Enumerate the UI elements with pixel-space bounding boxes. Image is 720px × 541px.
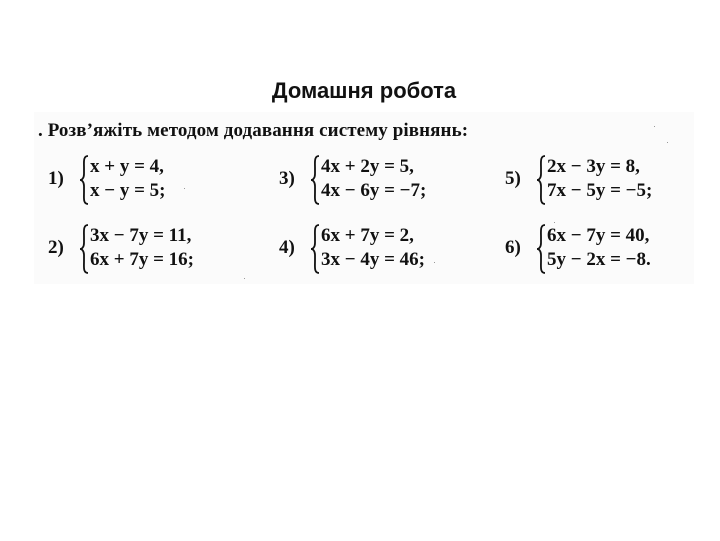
system-number: 1): [48, 168, 64, 189]
equation-system-6: [505, 223, 690, 279]
scan-speck: [667, 142, 668, 143]
scan-speck: [654, 126, 655, 127]
equation-line: 6x + 7y = 16;: [90, 249, 194, 270]
equation-system-1: [48, 154, 248, 210]
equation-system-5: [505, 154, 690, 210]
equation-line: 6x + 7y = 2,: [321, 225, 414, 246]
equation-system-3: [279, 154, 489, 210]
equation-line: 4x − 6y = −7;: [321, 180, 427, 201]
task-instruction: . Розв’яжіть методом додавання систему рівнянь:: [38, 120, 469, 141]
equation-line: x + y = 4,: [90, 156, 164, 177]
system-number: 4): [279, 237, 295, 258]
equation-line: 3x − 4y = 46;: [321, 249, 425, 270]
system-number: 5): [505, 168, 521, 189]
curly-brace-icon: [535, 154, 547, 206]
equation-line: 2x − 3y = 8,: [547, 156, 640, 177]
curly-brace-icon: [78, 223, 90, 275]
equation-line: x − y = 5;: [90, 180, 166, 201]
equation-system-2: [48, 223, 268, 279]
system-number: 3): [279, 168, 295, 189]
page-title: Домашня робота: [271, 78, 457, 103]
equation-line: 3x − 7y = 11,: [90, 225, 192, 246]
system-number: 2): [48, 237, 64, 258]
curly-brace-icon: [309, 223, 321, 275]
equation-line: 4x + 2y = 5,: [321, 156, 414, 177]
equation-line: 5y − 2x = −8.: [547, 249, 651, 270]
curly-brace-icon: [78, 154, 90, 206]
curly-brace-icon: [535, 223, 547, 275]
equation-line: 6x − 7y = 40,: [547, 225, 650, 246]
exercise-scan: [34, 112, 694, 284]
system-number: 6): [505, 237, 521, 258]
equation-line: 7x − 5y = −5;: [547, 180, 653, 201]
curly-brace-icon: [309, 154, 321, 206]
equation-system-4: [279, 223, 489, 279]
